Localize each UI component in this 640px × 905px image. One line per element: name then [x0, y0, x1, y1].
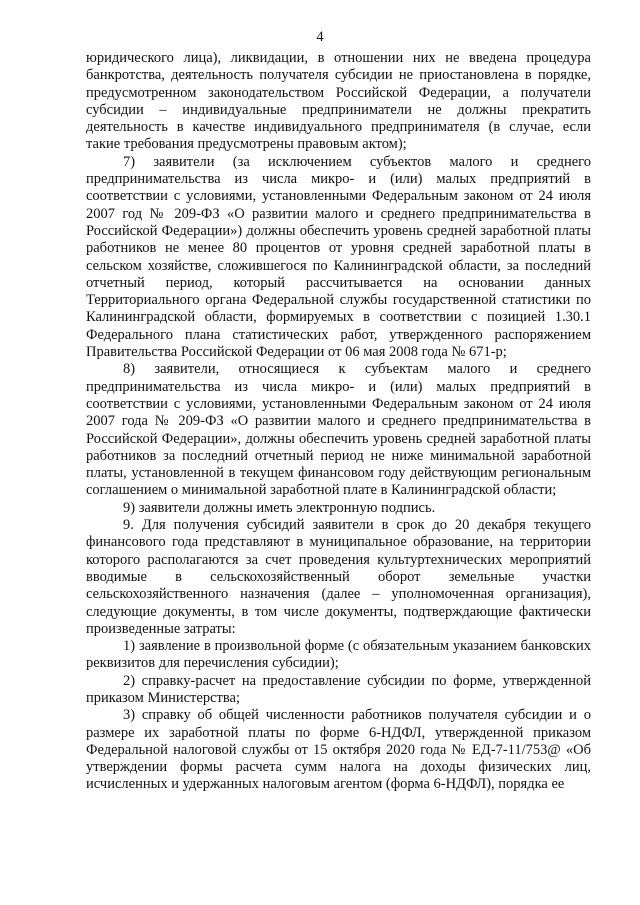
paragraph-item-8: 8) заявители, относящиеся к субъектам малого и среднего предпринимательства из числа микро- и (или) малых предприятий в соответствии с условиями, установленными Федеральным законом от 24 июля 2007 года № 209-ФЗ «О развитии малого и среднего предпринимательства в Российской Федерации», должны обеспечить уровень средней заработной платы работников за последний отчетный период не ниже минимальной заработной платы, установленной в текущем финансовом году действующим региональным соглашением о минимальной заработной плате в Калининградской области;	[86, 361, 591, 499]
paragraph-doc-1: 1) заявление в произвольной форме (с обязательным указанием банковских реквизитов для перечисления субсидии);	[86, 638, 591, 672]
paragraph-doc-3: 3) справку об общей численности работников получателя субсидии и о размере их заработной платы по форме 6-НДФЛ, утвержденной приказом Федеральной налоговой службы от 15 октября 2020 года № ЕД-7-11/753@ «Об утверждении формы расчета сумм налога на доходы физических лиц, исчисленных и удержанных налоговым агентом (форма 6-НДФЛ), порядка ее	[86, 707, 591, 793]
page-number: 4	[316, 29, 324, 45]
paragraph-item-7: 7) заявители (за исключением субъектов малого и среднего предпринимательства из числа микро- и (или) малых предприятий в соответствии с условиями, установленными Федеральным законом от 24 июля 2007 год № 209-ФЗ «О развитии малого и среднего предпринимательства в Российской Федерации») должны обеспечить уровень средней заработной платы работников не менее 80 процентов от уровня средней заработной платы в сельском хозяйстве, сложившегося по Калининградской области, за последний отчетный период, который рассчитывается на основании данных Территориального органа Федеральной службы государственной статистики по Калининградской области, формируемых в соответствии с позицией 1.30.1 Федерального плана статистических работ, утвержденного распоряжением Правительства Российской Федерации от 06 мая 2008 года № 671-р;	[86, 153, 591, 361]
paragraph-doc-2: 2) справку-расчет на предоставление субсидии по форме, утвержденной приказом Министерства;	[86, 672, 591, 706]
paragraph-section-9: 9. Для получения субсидий заявители в срок до 20 декабря текущего финансового года представляют в муниципальное образование, на территории которого располагаются за счет проведения культуртехнических мероприятий вводимые в сельскохозяйственный оборот земельные участки сельскохозяйственного назначения (далее – уполномоченная организация), следующие документы, в том числе документы, подтверждающие фактически произведенные затраты:	[86, 517, 591, 637]
paragraph-continuation: юридического лица), ликвидации, в отношении них не введена процедура банкротства, деятельность получателя субсидии не приостановлена в порядке, предусмотренном законодательством Российской Федерации, а получатели субсидии – индивидуальные предприниматели не должны прекратить деятельность в качестве индивидуального предпринимателя (в случае, если такие требования предусмотрены правовым актом);	[86, 50, 591, 153]
paragraph-item-9: 9) заявители должны иметь электронную подпись.	[123, 499, 436, 516]
document-body	[86, 50, 591, 794]
